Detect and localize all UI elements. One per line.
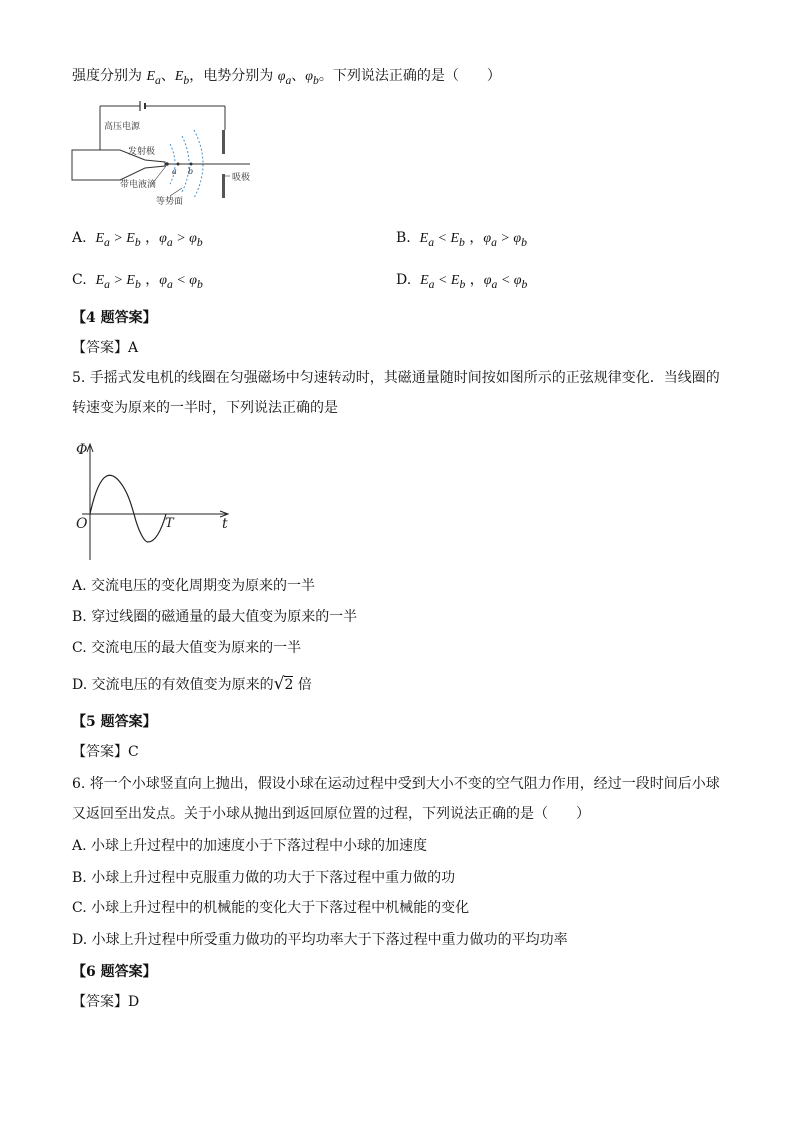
q4-option-d: D. $E_a < E_b$ ，$\varphi_a < \varphi_b$	[396, 272, 528, 291]
q5-option-a: A. 交流电压的变化周期变为原来的一半	[72, 578, 316, 594]
sqrt-symbol: √	[273, 674, 285, 694]
q4-option-a: A. $E_a > E_b$ ，$\varphi_a > \varphi_b$	[72, 230, 203, 249]
q4-electrostatic-figure	[70, 100, 270, 212]
q4-phi-a-sub: a	[285, 73, 292, 87]
q6-option-c: C. 小球上升过程中的机械能的变化大于下落过程中机械能的变化	[72, 900, 470, 916]
q4-option-d-letter: D.	[396, 272, 412, 288]
q4-stem-end: 。下列说法正确的是（ ）	[318, 68, 501, 84]
q4-label-absorber: 吸极	[232, 173, 251, 183]
q4-option-b-letter: B.	[396, 230, 411, 246]
q6-answer: 【答案】D	[72, 994, 140, 1010]
q5-y-label: Φ	[76, 442, 88, 458]
q4-sep2: 、	[291, 68, 306, 84]
q5-origin-label: O	[76, 516, 88, 532]
q5-answer: 【答案】C	[72, 744, 139, 760]
q6-answer-header: 【6 题答案】	[72, 964, 157, 980]
q5-option-d-pre: D. 交流电压的有效值变为原来的	[72, 677, 274, 693]
q4-option-b: B. $E_a < E_b$ ，$\varphi_a > \varphi_b$	[396, 230, 527, 249]
q4-stem	[72, 66, 501, 91]
q4-phi-a: φ	[277, 69, 286, 84]
q4-label-emitter: 发射极	[128, 147, 156, 157]
q5-option-b: B. 穿过线圈的磁通量的最大值变为原来的一半	[72, 609, 358, 625]
q4-answer: 【答案】A	[72, 340, 139, 356]
q6-stem-line1: 6. 将一个小球竖直向上抛出，假设小球在运动过程中受到大小不变的空气阻力作用，经过一段时间后小球	[72, 776, 720, 792]
q4-Ea-sub: a	[155, 73, 161, 87]
q4-option-a-letter: A.	[72, 230, 87, 246]
q5-stem-line1: 5. 手摇式发电机的线圈在匀强磁场中匀速转动时，其磁通量随时间按如图所示的正弦规律变化．当线圈的	[72, 370, 720, 386]
q4-stem-mid: ，电势分别为	[189, 68, 278, 84]
q4-label-equipotential: 等势面	[156, 197, 184, 207]
q4-Eb: E	[174, 69, 184, 84]
q4-Eb-sub: b	[183, 73, 190, 87]
q4-label-droplet: 带电液滴	[120, 180, 157, 190]
q5-option-d-sqrt: 2	[284, 677, 294, 693]
q4-option-c-letter: C.	[72, 272, 87, 288]
q4-stem-pre: 强度分别为	[72, 68, 147, 84]
q5-stem-line2: 转速变为原来的一半时，下列说法正确的是	[72, 400, 338, 416]
q5-period-label: T	[165, 516, 174, 531]
q5-flux-graph	[72, 438, 242, 562]
q5-option-d-post: 倍	[297, 677, 312, 693]
q6-stem-line2: 又返回至出发点。关于小球从抛出到返回原位置的过程，下列说法正确的是（ ）	[72, 806, 590, 822]
q5-answer-header: 【5 题答案】	[72, 714, 157, 730]
q4-sep1: 、	[160, 68, 175, 84]
q5-x-label: t	[222, 516, 228, 532]
q6-option-a: A. 小球上升过程中的加速度小于下落过程中小球的加速度	[72, 838, 428, 854]
q6-option-d: D. 小球上升过程中所受重力做功的平均功率大于下落过程中重力做功的平均功率	[72, 932, 568, 948]
q5-option-d	[72, 674, 312, 695]
q4-label-high-voltage: 高压电源	[104, 122, 141, 132]
q5-option-c: C. 交流电压的最大值变为原来的一半	[72, 640, 302, 656]
q4-phi-b: φ	[305, 69, 314, 84]
q6-option-b: B. 小球上升过程中克服重力做的功大于下落过程中重力做的功	[72, 870, 456, 886]
q4-phi-b-sub: b	[313, 73, 319, 87]
q4-label-b: b	[188, 167, 194, 176]
q4-answer-header: 【4 题答案】	[72, 310, 157, 326]
q4-label-a: a	[172, 167, 177, 176]
q4-option-c: C. $E_a > E_b$ ，$\varphi_a < \varphi_b$	[72, 272, 203, 291]
q4-Ea: E	[146, 69, 156, 84]
